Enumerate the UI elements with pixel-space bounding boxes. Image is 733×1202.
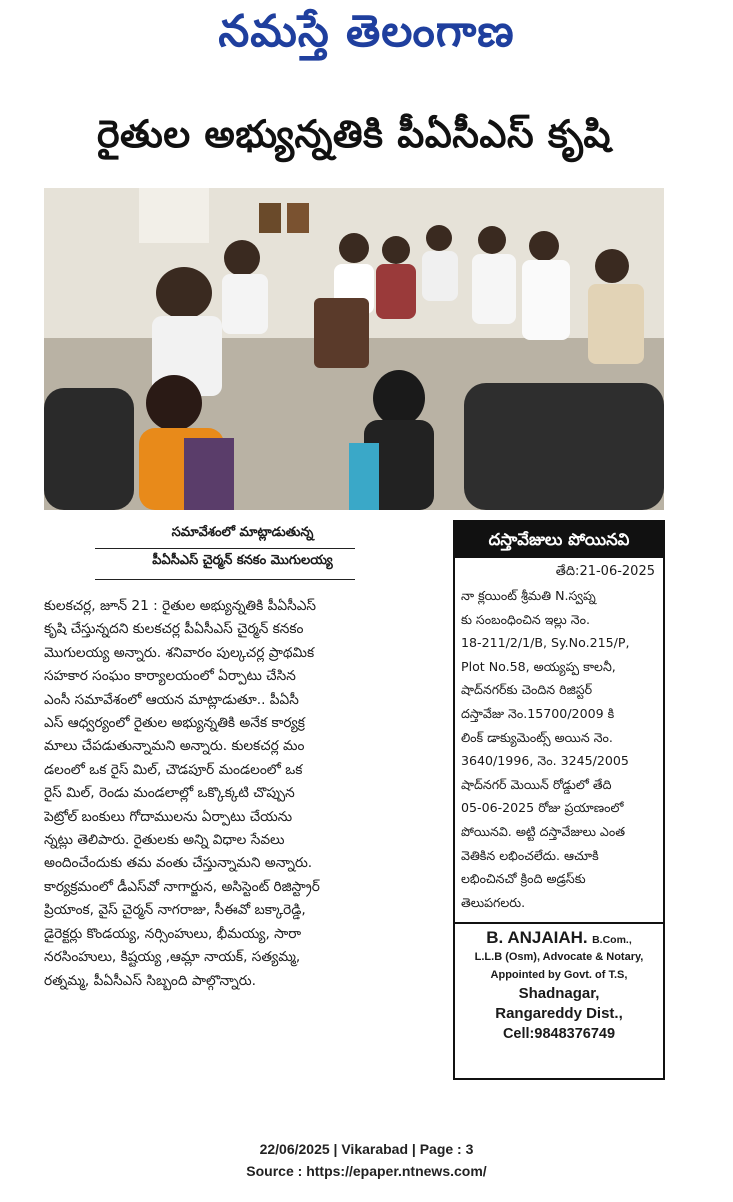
advocate-signature bbox=[455, 924, 663, 1044]
article-line: ఎస్ ఆధ్వర్యంలో రైతుల అభ్యున్నతికి అనేక కార్యక్ర bbox=[44, 715, 305, 732]
article-line: కులకచర్ల, జూన్ 21 : రైతుల అభ్యున్నతికి పీఏసీఎస్ bbox=[44, 598, 317, 614]
article-line: నరసింహులు, కిష్టయ్య ,ఆమ్లా నాయక్, సత్యమ్మ, bbox=[44, 949, 301, 966]
advocate-credentials: L.L.B (Osm), Advocate & Notary, bbox=[474, 951, 644, 964]
advocate-degree: B.Com., bbox=[592, 934, 632, 947]
article-line: కృషి చేస్తున్నదని కులకచర్ల పీఏసీఎస్ చైర్మన్ కనకం bbox=[44, 621, 304, 638]
photo-caption bbox=[100, 519, 385, 575]
footer-source-link[interactable]: Source : https://epaper.ntnews.com/ bbox=[246, 1163, 487, 1179]
article-body bbox=[44, 595, 442, 993]
notice-line: కు సంబంధించిన ఇల్లు నెం. bbox=[461, 611, 590, 627]
article-headline: రైతుల అభ్యున్నతికి పీఏసీఎస్ కృషి bbox=[97, 112, 611, 156]
article-line: డైరెక్టర్లు కొండయ్య, నర్సింహులు, భీమయ్య, సారా bbox=[44, 925, 302, 942]
notice-line: పోయినవి. అట్టి దస్తావేజులు ఎంత bbox=[461, 823, 626, 839]
article-line: ప్రియాంక, వైస్ చైర్మన్ నాగరాజు, సీఈవో బక్కారెడ్డి, bbox=[44, 902, 306, 919]
notice-line: దస్తావేజు నెం.15700/2009 కి bbox=[461, 705, 615, 721]
article-line: రైస్ మిల్, రెండు మండలాల్లో ఒక్కొక్కటి చొప్పున bbox=[44, 785, 295, 802]
article-line: కార్యక్రమంలో డీఎస్‌వో నాగార్జున, అసిస్టెంట్ రిజిస్ట్రార్ bbox=[44, 878, 320, 895]
lost-documents-notice bbox=[453, 520, 665, 1080]
notice-line: లింక్ డాక్యుమెంట్స్ అయిన నెం. bbox=[461, 729, 613, 745]
article-line: న్నట్లు తెలిపారు. రైతులకు అన్ని విధాల సేవలు bbox=[44, 832, 285, 849]
footer-edition-info: 22/06/2025 | Vikarabad | Page : 3 bbox=[259, 1141, 474, 1157]
notice-body bbox=[455, 584, 663, 914]
notice-line: 05-06-2025 రోజు ప్రయాణంలో bbox=[461, 800, 624, 816]
notice-line: షాద్‌నగర్ మెయిన్ రోడ్డులో తేది bbox=[461, 776, 612, 792]
advocate-name: B. ANJAIAH. bbox=[486, 928, 588, 948]
article-line: ఎంసీ సమావేశంలో ఆయన మాట్లాడుతూ.. పీఏసీ bbox=[44, 691, 299, 708]
article-line: సహకార సంఘం కార్యాలయంలో ఏర్పాటు చేసిన bbox=[44, 668, 296, 685]
notice-date: తేది:21-06-2025 bbox=[555, 564, 655, 579]
advocate-district: Rangareddy Dist., bbox=[495, 1005, 623, 1023]
article-line: మాలు చేపడుతున్నామని అన్నారు. కులకచర్ల మం bbox=[44, 738, 305, 755]
article-line: మొగులయ్య అన్నారు. శనివారం పుల్కచర్ల ప్రాథమిక bbox=[44, 644, 315, 661]
notice-line: తెలుపగలరు. bbox=[461, 894, 526, 910]
notice-line: 18-211/2/1/B, Sy.No.215/P, bbox=[461, 635, 630, 651]
advocate-town: Shadnagar, bbox=[518, 985, 600, 1003]
advocate-phone: Cell:9848376749 bbox=[502, 1026, 616, 1043]
article-line: డలంలో ఒక రైస్ మిల్, చౌడపూర్ మండలంలో ఒక bbox=[44, 761, 303, 778]
advocate-appointment: Appointed by Govt. of T.S, bbox=[490, 969, 628, 982]
notice-line: Plot No.58, అయ్యప్ప కాలనీ, bbox=[461, 658, 616, 674]
masthead-title: నమస్తే తెలంగాణ bbox=[218, 6, 515, 57]
caption-line-1: సమావేశంలో మాట్లాడుతున్న bbox=[171, 525, 314, 540]
meeting-photo-illustration bbox=[44, 188, 664, 510]
caption-bottom-rule bbox=[95, 579, 355, 580]
article-line: రత్నమ్మ, పీఏసీఎస్ సిబ్బంది పాల్గొన్నారు. bbox=[44, 972, 256, 989]
notice-header: దస్తావేజులు పోయినవి bbox=[455, 522, 663, 558]
notice-line: 3640/1996, నెం. 3245/2005 bbox=[461, 753, 629, 769]
meeting-photo bbox=[44, 188, 664, 510]
article-line: అందించేందుకు తమ వంతు చేస్తున్నామని అన్నారు. bbox=[44, 855, 313, 872]
notice-line: లభించినచో క్రింది అడ్రస్‌కు bbox=[461, 871, 586, 887]
notice-line: నా క్లయింట్ శ్రీమతి N.స్వప్న bbox=[461, 588, 596, 603]
caption-line-2: పీఏసీఎస్ చైర్మన్ కనకం మొగులయ్య bbox=[152, 553, 333, 568]
notice-line: షాద్‌నగర్‌కు చెందిన రిజిస్టర్ bbox=[461, 682, 593, 698]
notice-line: వెతికిన లభించలేదు. ఆచూకి bbox=[461, 847, 599, 863]
article-line: పెట్రోల్ బంకులు గోదాములను ఏర్పాటు చేయను bbox=[44, 808, 293, 825]
